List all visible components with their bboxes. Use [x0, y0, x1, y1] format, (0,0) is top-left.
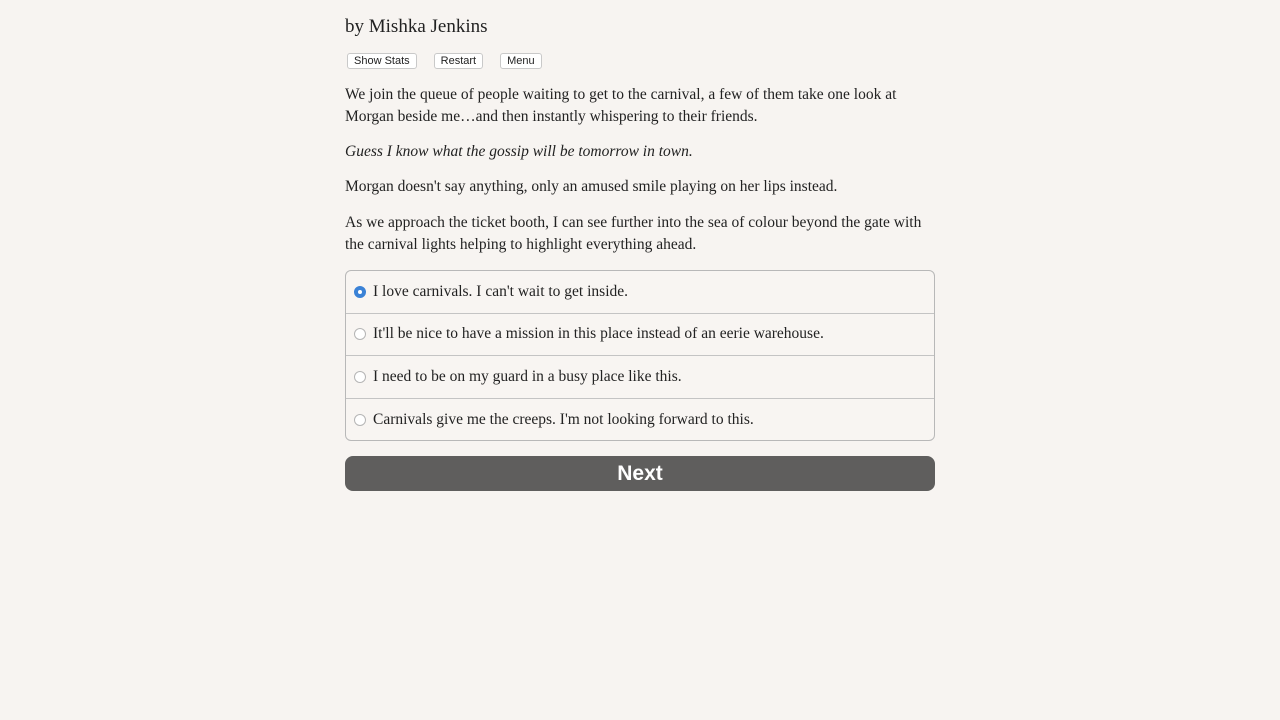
radio-button[interactable] — [354, 414, 366, 426]
passage-paragraph: Morgan doesn't say anything, only an amused smile playing on her lips instead. — [345, 178, 838, 195]
radio-button[interactable] — [354, 328, 366, 340]
choice-option-4[interactable] — [346, 399, 934, 442]
radio-button[interactable] — [354, 371, 366, 383]
choice-option-2[interactable] — [346, 314, 934, 357]
menu-button[interactable]: Menu — [500, 53, 542, 69]
toolbar — [347, 53, 559, 69]
passage-paragraph-italic: Guess I know what the gossip will be tomorrow in town. — [345, 143, 693, 160]
choice-option-3[interactable] — [346, 356, 934, 399]
choice-label: I need to be on my guard in a busy place like this. — [373, 367, 682, 385]
restart-button[interactable]: Restart — [434, 53, 483, 69]
choice-list — [345, 270, 935, 441]
choice-option-1[interactable] — [346, 271, 934, 314]
radio-button[interactable] — [354, 286, 366, 298]
choice-label: It'll be nice to have a mission in this place instead of an eerie warehouse. — [373, 325, 824, 343]
choice-label: I love carnivals. I can't wait to get inside. — [373, 282, 629, 300]
show-stats-button[interactable]: Show Stats — [347, 53, 417, 69]
author-line: by Mishka Jenkins — [345, 16, 488, 37]
choice-label: Carnivals give me the creeps. I'm not looking forward to this. — [373, 410, 754, 428]
passage-paragraph: We join the queue of people waiting to get to the carnival, a few of them take one look at Morgan beside me…and then instantly whispering to their friends. — [345, 86, 897, 125]
next-button[interactable]: Next — [345, 456, 935, 491]
passage-paragraph: As we approach the ticket booth, I can see further into the sea of colour beyond the gate with the carnival lights helping to highlight everything ahead. — [345, 214, 922, 253]
